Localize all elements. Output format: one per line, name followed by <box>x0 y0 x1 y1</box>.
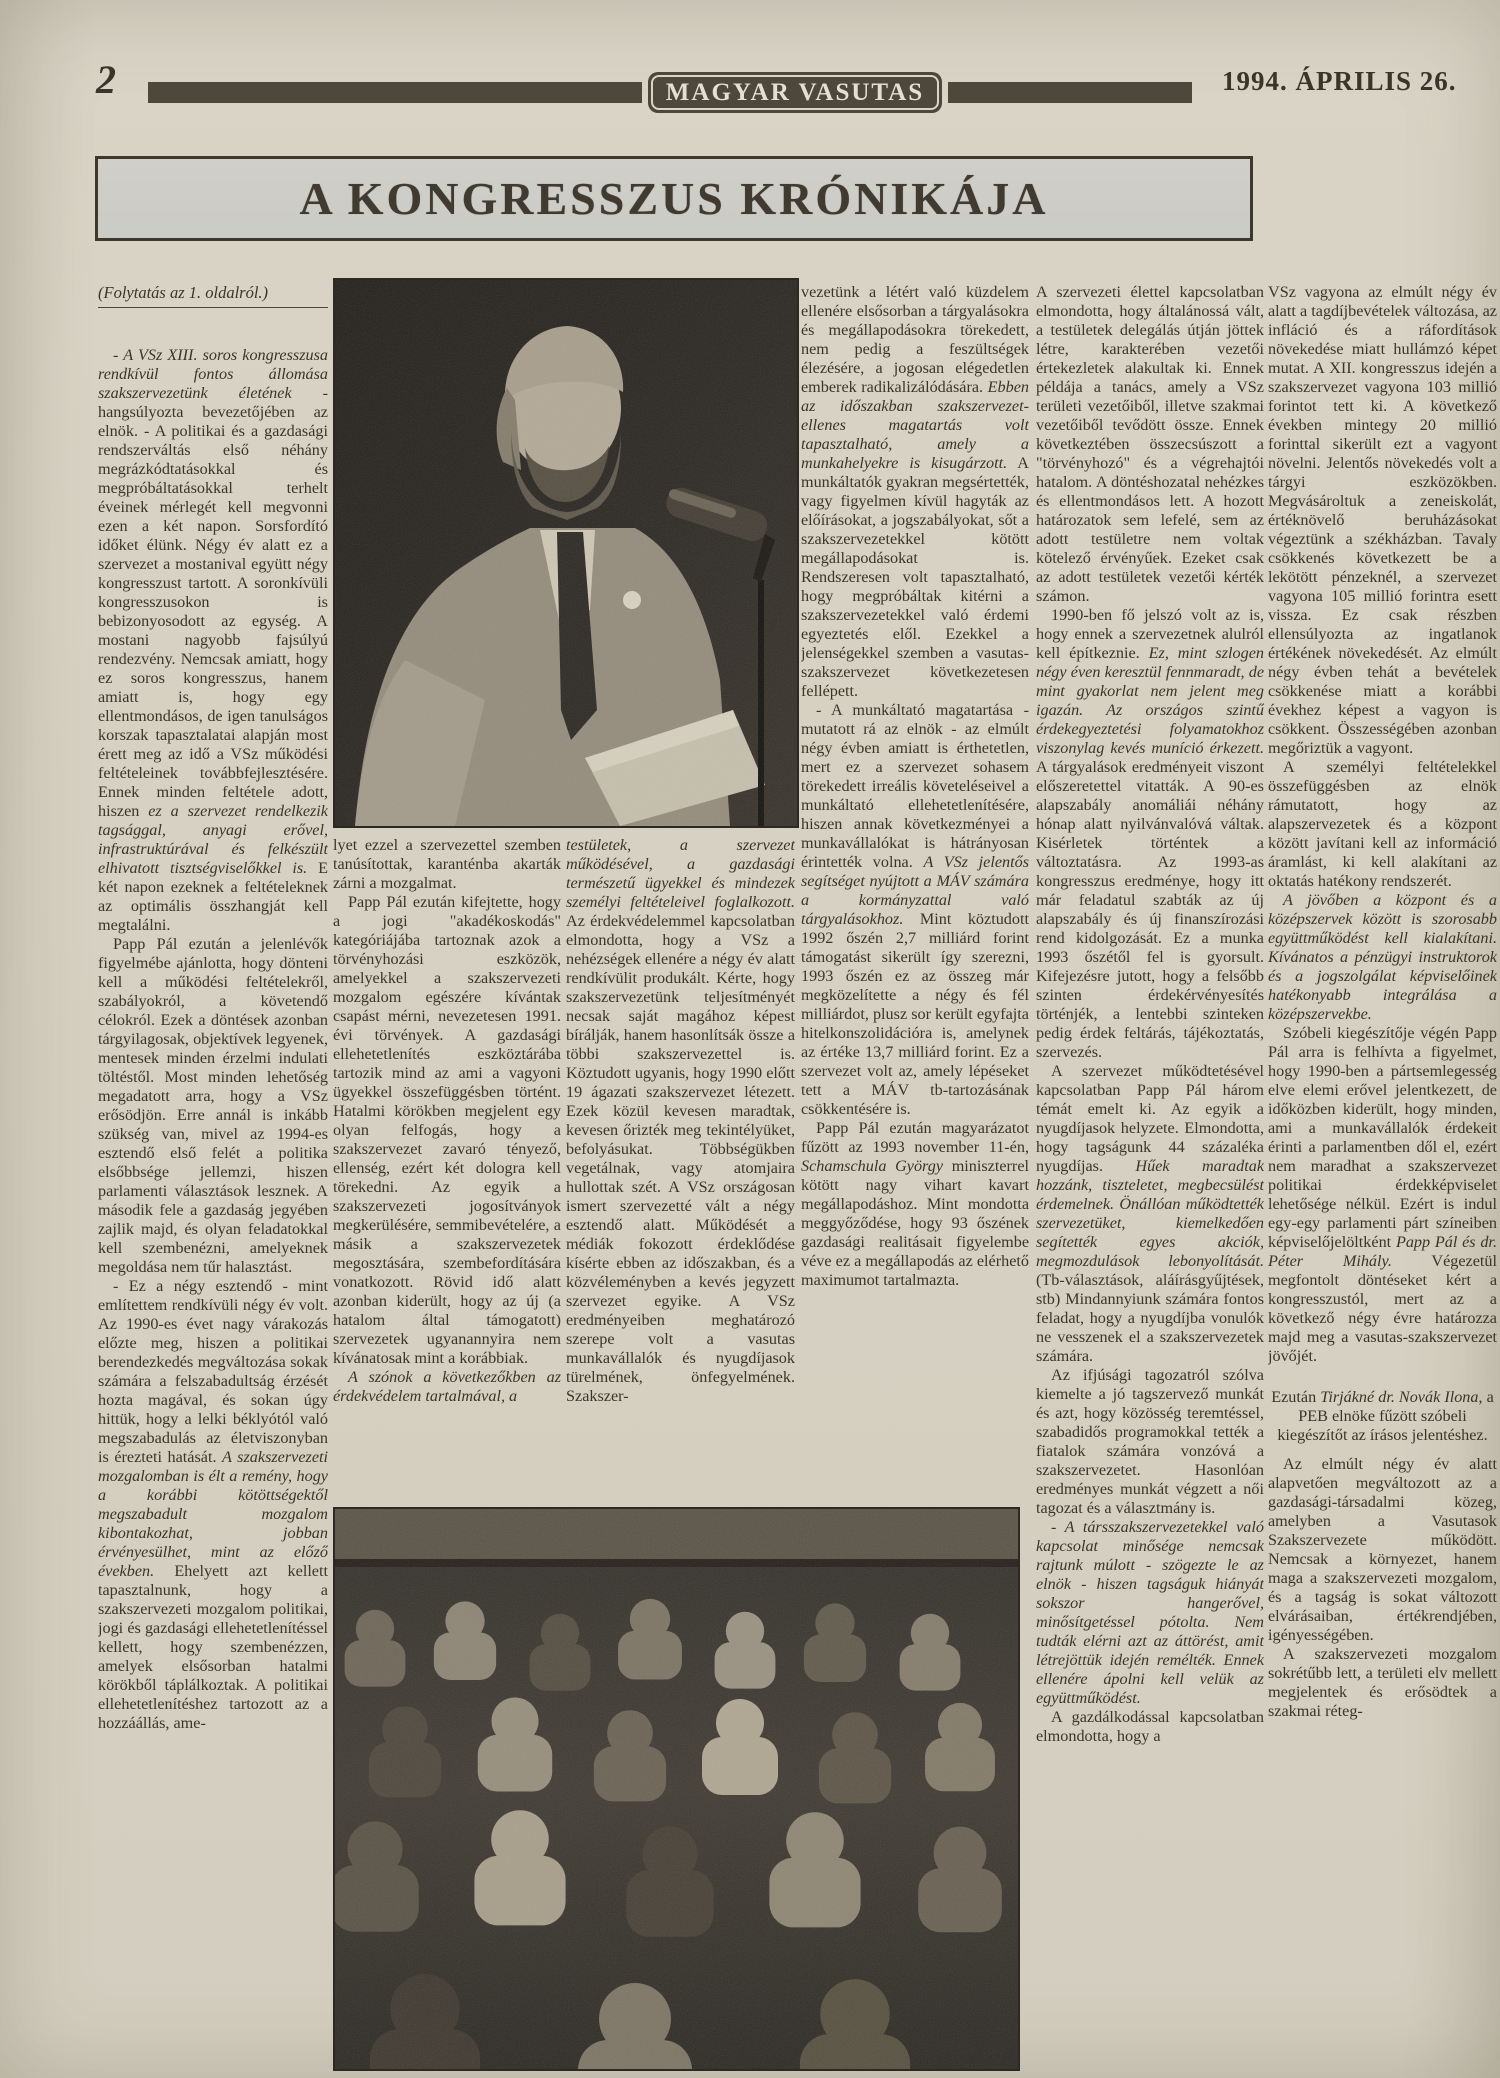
article-paragraph: A szervezeti élettel kapcsolatban elmondotta, hogy általánossá vált, a testületek delegálás útján jöttek létre, karakterében vezetői értekezletek alakultak ki. Ennek példája a tanács, amely a VSz területi vezetőiből, illetve szakmai vezetőiből tevődött össze. Ennek következtében összecsúszott a "törvényhozó" és a végrehajtói hatalom. A döntéshozatal nehézkes és ellentmondásos lett. A hozott határozatok sem lefelé, sem az adott testületre nem voltak kötelező érvényűek. Ezeket csak az adott testületek vezetői kérték számon. <box>1036 283 1264 605</box>
article-paragraph: - Ez a négy esztendő - mint említettem rendkívüli négy év volt. Az 1990-es évet nagy várakozás előzte meg, hiszen a politikai berendezkedés megváltozása sokak számára a felszabadultság érzését hozta magával, és sokan úgy hittük, hogy a lelki béklyótól való megszabadulás az életviszonyban is érezteti hatását. A szakszervezeti mozgalomban is élt a remény, hogy a korábbi kötöttségektől megszabadult mozgalom kibontakozhat, jobban érvényesülhet, mint az előző években. Ehelyett azt kellett tapasztalnunk, hogy a szakszervezeti mozgalom politikai, jogi és gazdasági ellehetetlenítéssel kellett, hogy szembenézzen, amelyek elsősorban hatalmi körökből táplálkoztak. A politikai ellehetetlenítéshez tartozott az a hozzáállás, ame- <box>98 1277 328 1732</box>
header-rule-right <box>948 82 1192 103</box>
article-paragraph: A személyi feltételekkel összefüggésben az elnök rámutatott, hogy az alapszervezetek és a központ között javítani kell az információ áramlást, ki kell alakítani az oktatás hatékony rendszerét. <box>1268 758 1497 890</box>
speaker-photo <box>333 278 799 828</box>
article-paragraph: Az elmúlt négy év alatt alapvetően megváltozott az a gazdasági-társadalmi közeg, amelyben a Vasutasok Szakszervezete működött. Nemcsak a környezet, hanem maga a szakszervezeti mozgalom, és a tagság is sokat változott elvárásaiban, értékrendjében, igényességében. <box>1268 1455 1497 1644</box>
article-paragraph: Az ifjúsági tagozatról szólva kiemelte a jó tagszervező munkát és azt, hogy közösség teremtéssel, szabadidős programokkal tették a fiatalok számára vonzóvá a szakszervezetet. Hasonlóan eredményes munkát végzett a női tagozat és a választmány is. <box>1036 1366 1264 1517</box>
article-column-4 <box>801 283 1029 1507</box>
masthead-title: MAGYAR VASUTAS <box>651 75 939 110</box>
article-headline-box <box>95 156 1253 241</box>
article-paragraph: Papp Pál ezután a jelenlévők figyelmébe ajánlotta, hogy dönteni kell a működési feltételekről, szabályokról, a követendő célokról. Ezek a döntések azonban tárgyilagosak, objektívek legyenek, mentesek minden érzelmi indulati töltéstől. Most minden lehetőség megadatott arra, hogy a VSz erősödjön. Erre annál is inkább szükség van, mivel az 1994-es esztendő első felét a politika elsőbbsége jellemzi, hiszen parlamenti választások lesznek. A második fele a gazdaság jegyében zajlik majd, és olyan feladatokkal kell szembenézni, amelyeknek megoldása nem tűr halasztást. <box>98 935 328 1276</box>
article-paragraph: - A munkáltató magatartása - mutatott rá az elnök - az elmúlt négy évben amiatt is érthetetlen, mert ez a szervezet sohasem törekedett irreális követeléseivel a munkáltató ellehetetlenítésére, hiszen annak következményei a munkavállalókat is hátrányosan érintették volna. A VSz jelentős segítséget nyújtott a MÁV számára a kormányzattal való tárgyalásokhoz. Mint köztudott 1992 őszén 2,7 milliárd forint támogatást sikerült így szerezni, 1993 őszén ez az összeg már megközelítette a négy és fél milliárdot, plusz sor került egyfajta hitelkonszolidációra is, amelynek az értéke 13,7 milliárd forint. Ez a szervezet volt az, amely lépéseket tett a MÁV tb-tartozásának csökkentésére is. <box>801 701 1029 1118</box>
article-paragraph: vezetünk a létért való küzdelem ellenére elsősorban a tárgyalásokra és megállapodásokra törekedett, nem pedig a feszültségek élezésére, a jogosan elégedetlen emberek radikalizálódására. Ebben az időszakban szakszervezet-ellenes magatartás volt tapasztalható, amely a munkahelyekre is kisugárzott. A munkáltatók gyakran megsértették, vagy figyelmen kívül hagyták az előírásokat, a jogszabályokat, sőt a szakszervezetekkel kötött megállapodásokat is. Rendszeresen volt tapasztalható, hogy megpróbáltak kitérni a szakszervezetekkel való érdemi egyeztetés elől. Ezekkel a jelenségekkel szemben a vasutas-szakszervezet következetesen fellépett. <box>801 283 1029 700</box>
article-paragraph: VSz vagyona az elmúlt négy év alatt a tagdíjbevételek változása, az infláció és a ráfordítások növekedése miatt hullámzó képet mutat. A XII. kongresszus idején a szakszervezet vagyona 103 millió forintot tett ki. A következő években mintegy 20 millió forinttal sikerült ezt a vagyont növelni. Jelentős növekedés volt a tárgyi eszközökben. Megvásároltuk a zeneiskolát, értéknövelő beruházásokat végeztünk a székházban. Tavaly csökkenés következett be a lekötött pénzeknél, a szervezet vagyona 105 millió forintra esett vissza. Ez csak részben ellensúlyozta az ingatlanok értékének növekedését. Az elmúlt négy évben tehát a bevételek csökkenése miatt a korábbi évekhez képest a vagyon is csökkent. Összességében azonban megőriztük a vagyont. <box>1268 283 1497 757</box>
article-paragraph: testületek, a szervezet működésével, a gazdasági természetű ügyekkel és mindezek személyi feltételeivel foglalkozott. Az érdekvédelemmel kapcsolatban elmondotta, hogy a VSz a nehézségek ellenére a négy év alatt rendkívülit produkált. Kérte, hogy szakszervezetünk teljesítményét necsak saját magához képest bírálják, hanem hasonlítsák össze a többi szakszervezettel is. Köztudott ugyanis, hogy 1990 előtt 19 ágazati szakszervezet létezett. Ezek közül kevesen maradtak, kevesen őrizték meg tekintélyüket, befolyásukat. Többségükben vegetálnak, vagy atomjaira hullottak szét. A VSz országosan ismert szervezetté vált a négy esztendő alatt. Működését a médiák fokozott érdeklődése kísérte ebben az időszakban, és a közvéleményben a kevés jegyzett szervezet egyike. A VSz eredményeiben meghatározó szerepe volt a vasutas munkavállalók és nyugdíjasok türelmének, önfegyelmének. Szakszer- <box>566 836 795 1405</box>
article-paragraph: 1990-ben fő jelszó volt az is, hogy ennek a szervezetnek alulról kell építkeznie. Ez, mint szlogen négy éven keresztül fennmaradt, de mint gyakorlat nem jelent meg igazán. Az országos szintű érdekegyeztetési folyamatokhoz viszonylag kevés muníció érkezett. A tárgyalások eredményeit viszont előszeretettel vitatták. A 90-es alapszabály anomáliái néhány hónap alatt nyilvánvalóvá váltak. Kisérletek történtek a változtatásra. Az 1993-as kongresszus eredménye, hogy itt már feladatul szabták az új alapszabály és új finanszírozási rend kidolgozását. Ez a munka 1993 őszétől fel is gyorsult. Kifejezésre jutott, hogy a felsőbb szinten érdekérvényesítés történjék, a lentebbi szinteken pedig érdek feltárás, tájékoztatás, szervezés. <box>1036 606 1264 1061</box>
article-paragraph: - A társszakszervezetekkel való kapcsolat minősége nemcsak rajtunk múlott - szögezte le az elnök - hiszen tagságuk hiányát sokszor hangerővel, minősítgetéssel pótolta. Nem tudták elérni azt az áttörést, amit létrejöttük idején remélték. Ennek ellenére ápolni kell velük az együttműködést. <box>1036 1518 1264 1707</box>
article-column-2 <box>333 836 561 1510</box>
article-paragraph: Szóbeli kiegészítője végén Papp Pál arra is felhívta a figyelmet, hogy 1990-ben a pártsemlegesség elve elemi erővel jelentkezett, de időközben kiderült, hogy minden, ami a munkavállalók érdekeit érinti a parlamentben dől el, ezért nem maradhat a szakszervezet politikai érdekképviselet lehetősége nélkül. Ezért is indul egy-egy parlamenti párt színeiben képviselőjelöltként Papp Pál és dr. Péter Mihály. Végezetül megfontolt döntéseket kért a kongresszustól, mert az a következő négy évre határozza majd meg a vasutas-szakszervezet jövőjét. <box>1268 1024 1497 1365</box>
article-paragraph: A szónok a következőkben az érdekvédelem tartalmával, a <box>333 1368 561 1405</box>
article-paragraph: A szakszervezeti mozgalom sokrétűbb lett, a területi elv mellett megjelentek és erősödtek a szakmai réteg- <box>1268 1645 1497 1720</box>
article-column-1 <box>98 283 328 1975</box>
issue-date: 1994. ÁPRILIS 26. <box>1222 66 1457 96</box>
article-paragraph: A szervezet működtetésével kapcsolatban Papp Pál három témát emelt ki. Az egyik a nyugdíjasok helyzete. Elmondotta, hogy tagságunk 44 százaléka nyugdíjas. Hűek maradtak hozzánk, tiszteletet, megbecsülést érdemelnek. Önállóan működtették szervezetüket, kiemelkedően segítették egyes akciók, megmozdulások lebonyolítását. (Tb-választások, aláírásgyűjtések, stb) Mindannyiunk számára fontos feladat, hogy a nyugdíjba vonulók ne vesszenek el a szakszervezetek számára. <box>1036 1062 1264 1365</box>
article-paragraph: Ezután Tirjákné dr. Novák Ilona, a PEB elnöke fűzött szóbeli kiegészítőt az írásos jelentéshez. <box>1271 1388 1494 1444</box>
article-paragraph: lyet ezzel a szervezettel szemben tanúsítottak, karanténba akarták zárni a mozgalmat. <box>333 836 561 892</box>
continuation-note: (Folytatás az 1. oldalról.) <box>98 283 328 308</box>
speaker-photo-graphic <box>335 280 797 826</box>
header-rule-left <box>148 82 642 103</box>
article-column-6 <box>1268 283 1497 1971</box>
article-headline: A KONGRESSZUS KRÓNIKÁJA <box>299 173 1049 224</box>
article-column-5 <box>1036 283 1264 1971</box>
masthead-logo <box>648 72 942 113</box>
audience-photo-graphic <box>335 1509 1018 2069</box>
page-number: 2 <box>96 57 116 102</box>
audience-photo <box>333 1507 1020 2071</box>
article-paragraph: A jövőben a központ és a középszervek között is szorosabb együttműködést kell kialakítani. Kívánatos a pénzügyi instruktorok és a jogszolgálat képviselőinek hatékonyabb integrálása a középszervekbe. <box>1268 891 1497 1023</box>
article-paragraph: - A VSz XIII. soros kongresszusa rendkívül fontos állomása szakszervezetünk életének - hangsúlyozta bevezetőjében az elnök. - A politikai és a gazdasági rendszerváltás első néhány megrázkódtatásokkal és megpróbáltatásokkal terhelt éveinek mérlegét kell megvonni ezen a két napon. Sorsfordító időket élünk. Négy év alatt ez a szervezet a mostanival együtt négy kongresszust tartott. A soronkívüli kongresszusokon is bebizonyosodott az egység. A mostani nagyobb fajsúlyú rendezvény. Nemcsak amiatt, hogy ez soros kongresszus, hanem amiatt is, hogy egy ellentmondásos, de igen tanulságos korszak tapasztalatai alapján most érett meg az idő a VSz működési feltételeinek továbbfejlesztésére. Ennek minden feltétele adott, hiszen ez a szervezet rendelkezik tagsággal, anyagi erővel, infrastruktúrával és felkészült elhivatott tisztségviselőkkel is. E két napon ezeknek a feltételeknek az optimális összhangját kell megtalálni. <box>98 346 328 934</box>
article-paragraph: Papp Pál ezután kifejtette, hogy a jogi "akadékoskodás" kategóriájába tartoznak azok a törvényhozási eszközök, amelyekkel a szakszervezeti mozgalom egészére kívántak csapást mérni, nevezetesen 1991. évi törvények. A gazdasági ellehetetlenítés eszköztárába tartozik mind az ami a vagyoni ügyekkel összefüggésben történt. Hatalmi körökben megjelent egy olyan felfogás, hogy a szakszervezet zavaró tényező, ellenség, ezért két dologra kell törekedni. Az egyik a szakszervezeti jogosítványok megkerülésére, semmibevételére, a másik a szakszervezetek megosztására, szembefordítására vonatkozott. Rövid idő alatt azonban kiderült, hogy az új (a hatalom által támogatott) szervezetek ugyanannyira nem kívánatosak mint a korábbiak. <box>333 893 561 1367</box>
article-paragraph: A gazdálkodással kapcsolatban elmondotta, hogy a <box>1036 1708 1264 1745</box>
article-column-3 <box>566 836 795 1510</box>
article-paragraph: Papp Pál ezután magyarázatot fűzött az 1993 november 11-én, Schamschula György miniszterrel kötött nagy vihart kavart megállapodáshoz. Mint mondotta meggyőződése, hogy 93 őszének gazdasági realitásait figyelembe véve ez a megállapodás az elérhető maximumot tartalmazta. <box>801 1119 1029 1289</box>
